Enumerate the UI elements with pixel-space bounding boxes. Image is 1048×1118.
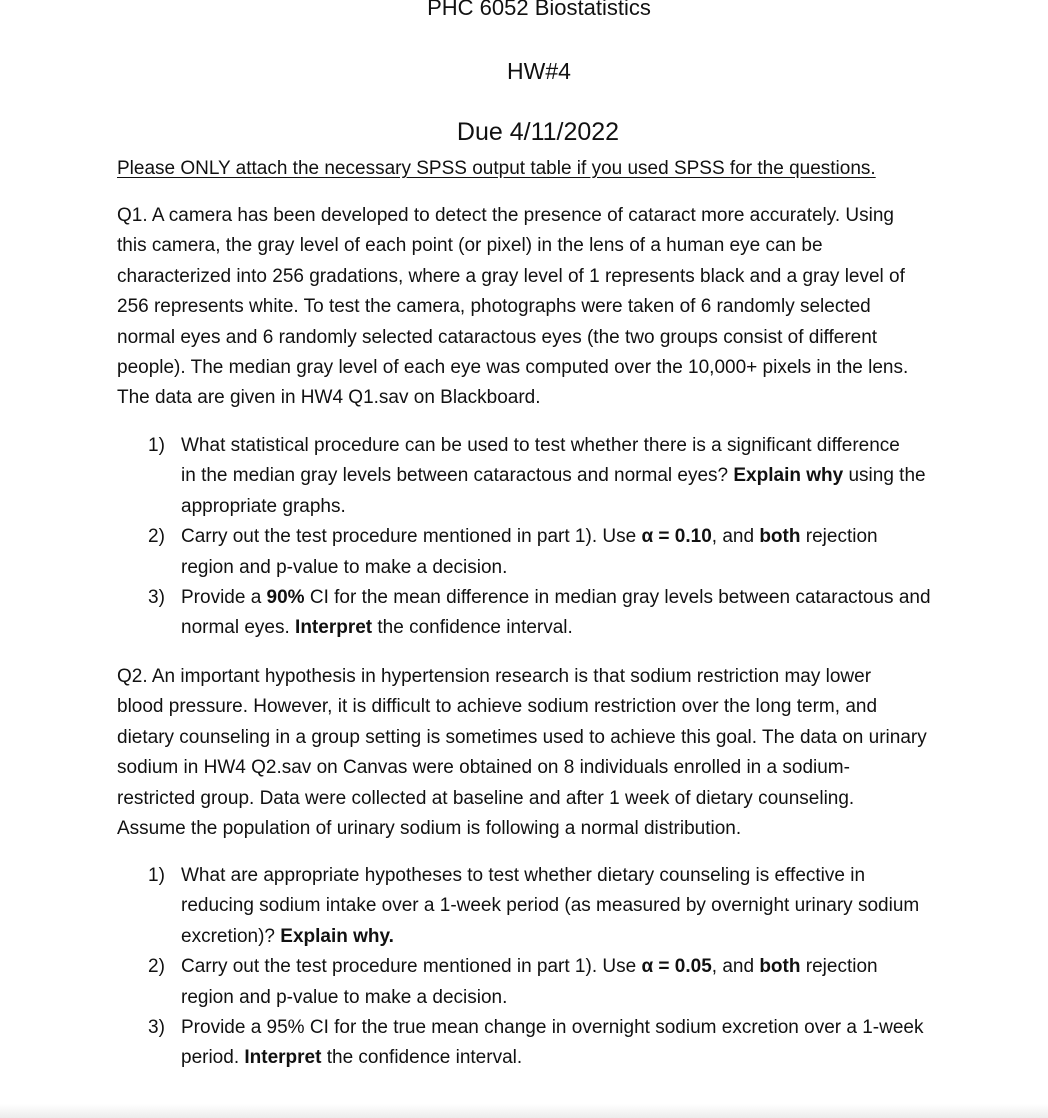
part-text-line — [181, 1043, 978, 1073]
q1-paragraph — [117, 201, 967, 414]
part-text-line: What are appropriate hypotheses to test whether dietary counseling is effective in — [181, 865, 866, 886]
part-text-line: appropriate graphs. — [181, 495, 346, 517]
q2-paragraph — [117, 662, 967, 844]
emphasis-text: Explain why — [733, 465, 844, 487]
list-number: 3) — [148, 587, 165, 609]
text-run: using the — [843, 465, 926, 487]
part-text-line: reducing sodium intake over a 1-week period (as measured by overnight urinary sodium — [181, 895, 920, 917]
text-run: Provide a — [181, 587, 267, 609]
course-title: PHC 6052 Biostatistics — [427, 0, 651, 20]
list-number: 2) — [148, 956, 165, 978]
emphasis-text: 90% — [266, 587, 305, 609]
part-text-line: What statistical procedure can be used to test whether there is a significant difference — [181, 435, 900, 456]
text-run: the confidence interval. — [372, 617, 573, 639]
due-date: Due 4/11/2022 — [456, 118, 620, 146]
q1-part-3 — [148, 583, 978, 644]
text-run: rejection — [800, 526, 878, 548]
text-run: normal eyes. — [181, 617, 296, 639]
q2-line: sodium in HW4 Q2.sav on Canvas were obtained on 8 individuals enrolled in a sodium- — [117, 757, 850, 779]
text-run: , and — [711, 956, 760, 978]
q1-part-2 — [148, 522, 978, 583]
list-number: 2) — [148, 526, 165, 548]
emphasis-text: α = 0.10 — [641, 526, 712, 548]
q2-line: restricted group. Data were collected at baseline and after 1 week of dietary counseling. — [117, 787, 855, 809]
part-text-line — [181, 952, 978, 982]
q1-line: The data are given in HW4 Q1.sav on Blackboard. — [117, 387, 541, 409]
q2-line: blood pressure. However, it is difficult to achieve sodium restriction over the long term, and — [117, 696, 878, 718]
part-text-line — [181, 922, 978, 952]
part-text-line — [181, 583, 978, 613]
text-run: Carry out the test procedure mentioned in part 1). Use — [181, 526, 642, 548]
text-run: , and — [711, 526, 760, 548]
text-run: excretion)? — [181, 925, 281, 947]
text-run: rejection — [800, 956, 878, 978]
q1-line: this camera, the gray level of each point (or pixel) in the lens of a human eye can be — [117, 235, 823, 257]
q1-parts-list — [148, 431, 978, 644]
text-run: CI for the mean difference in median gray levels between cataractous and — [304, 587, 931, 609]
part-text-line — [181, 613, 978, 643]
emphasis-text: Interpret — [295, 617, 373, 639]
instruction-note: Please ONLY attach the necessary SPSS output table if you used SPSS for the questions. — [117, 158, 876, 179]
emphasis-text: α = 0.05 — [641, 956, 712, 978]
part-text-line: region and p-value to make a decision. — [181, 556, 508, 578]
part-text-line — [181, 522, 978, 552]
q2-part-2 — [148, 952, 978, 1013]
q1-line: normal eyes and 6 randomly selected cataractous eyes (the two groups consist of different — [117, 326, 878, 348]
q2-parts-list — [148, 861, 978, 1074]
part-text-line: Provide a 95% CI for the true mean change in overnight sodium excretion over a 1-week — [181, 1017, 924, 1039]
list-number: 1) — [148, 435, 165, 456]
q1-line: characterized into 256 gradations, where a gray level of 1 represents black and a gray level of — [117, 265, 905, 287]
text-run: period. — [181, 1047, 245, 1069]
emphasis-text: Explain why. — [280, 925, 394, 947]
text-run: Carry out the test procedure mentioned in part 1). Use — [181, 956, 642, 978]
q1-line: Q1. A camera has been developed to detect the presence of cataract more accurately. Using — [117, 205, 894, 226]
q2-line: Q2. An important hypothesis in hypertension research is that sodium restriction may lower — [117, 666, 872, 687]
part-text-line — [181, 461, 978, 491]
emphasis-text: Interpret — [244, 1047, 322, 1069]
emphasis-text: both — [759, 526, 801, 548]
list-number: 3) — [148, 1017, 165, 1039]
q2-part-1 — [148, 861, 978, 952]
q2-line: dietary counseling in a group setting is sometimes used to achieve this goal. The data on urinary — [117, 726, 927, 748]
homework-title: HW#4 — [507, 58, 571, 84]
q1-line: people). The median gray level of each eye was computed over the 10,000+ pixels in the lens. — [117, 357, 909, 379]
page-bottom-shadow — [0, 1104, 1048, 1118]
text-run: in the median gray levels between cataractous and normal eyes? — [181, 465, 734, 487]
list-number: 1) — [148, 865, 165, 886]
part-text-line: region and p-value to make a decision. — [181, 986, 508, 1008]
q2-line: Assume the population of urinary sodium is following a normal distribution. — [117, 818, 742, 840]
q1-line: 256 represents white. To test the camera, photographs were taken of 6 randomly selected — [117, 296, 871, 318]
emphasis-text: both — [759, 956, 801, 978]
text-run: the confidence interval. — [321, 1047, 523, 1069]
q1-part-1 — [148, 431, 978, 522]
q2-part-3 — [148, 1013, 978, 1074]
